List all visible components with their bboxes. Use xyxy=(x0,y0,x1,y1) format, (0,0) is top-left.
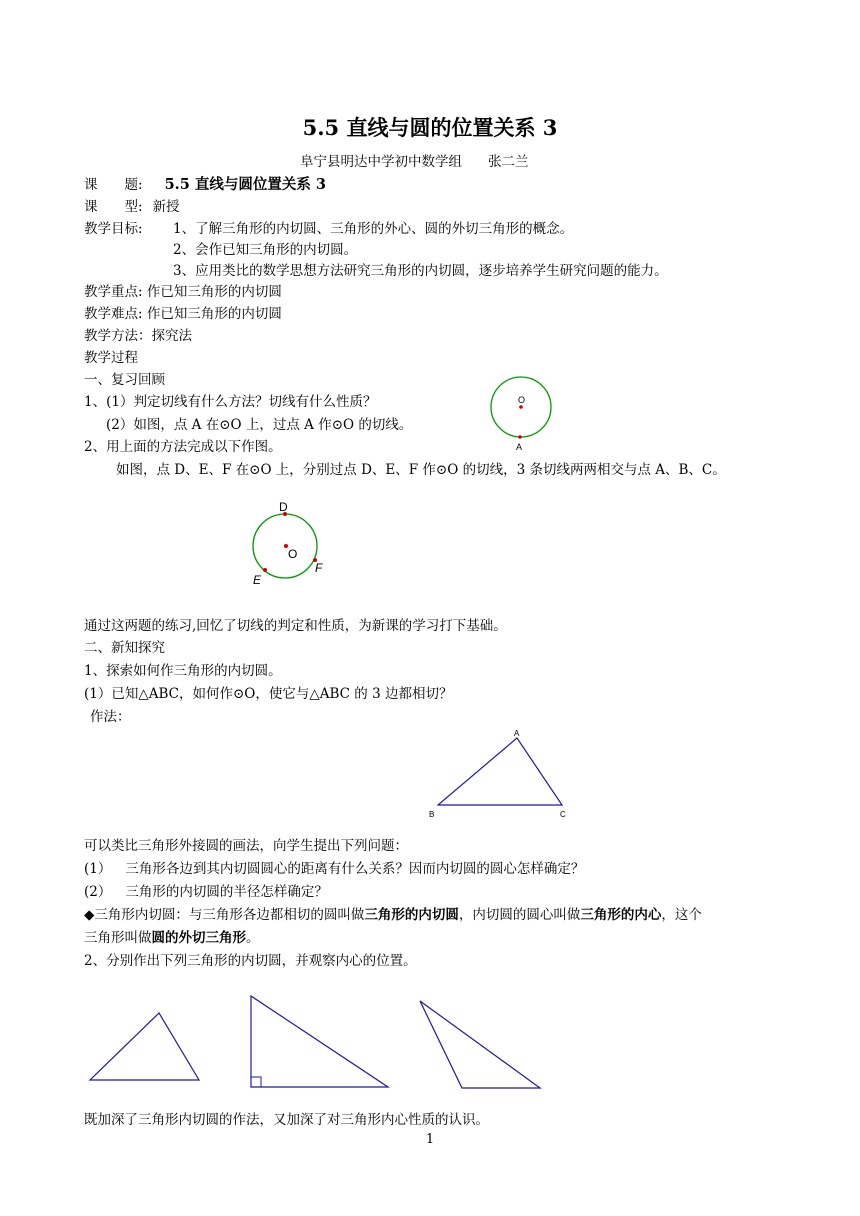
topic-value: 5.5 直线与圆位置关系 3 xyxy=(164,176,326,193)
section1-heading: 一、复习回顾 xyxy=(84,372,165,388)
triangle-obtuse xyxy=(420,1001,540,1088)
label-triangle-c: C xyxy=(560,810,566,819)
goals-label: 教学目标: xyxy=(84,221,143,237)
label-d: D xyxy=(279,500,288,514)
definition-term-incenter: 三角形的内心 xyxy=(580,907,662,923)
question-2-text: 三角形的内切圆的半径怎样确定？ xyxy=(125,884,328,900)
item-2: 2、分别作出下列三角形的内切圆，并观察内心的位置。 xyxy=(84,953,417,969)
section2-heading: 二、新知探究 xyxy=(84,640,165,656)
question-list-1 xyxy=(84,860,584,878)
topic-line xyxy=(84,176,326,194)
three-triangles-figure xyxy=(84,990,564,1095)
review-summary: 通过这两题的练习,回忆了切线的判定和性质，为新课的学习打下基础。 xyxy=(84,618,507,634)
teaching-focus: 教学重点: 作已知三角形的内切圆 xyxy=(84,284,282,300)
type-label: 课 型: xyxy=(84,199,143,215)
page-number: 1 xyxy=(425,1132,435,1147)
question-2: 2、用上面的方法完成以下作图。 xyxy=(84,439,282,455)
page-title: 5.5 直线与圆的位置关系 3 xyxy=(302,115,558,140)
item-1-question: (1）已知△ABC，如何作⊙O，使它与△ABC 的 3 边都相切？ xyxy=(84,686,453,702)
author-school: 阜宁县明达中学初中数学组 xyxy=(300,154,462,170)
definition-term-incircle: 三角形的内切圆 xyxy=(364,907,459,923)
label-o-2: O xyxy=(288,547,298,561)
goal-3: 3、应用类比的数学思想方法研究三角形的内切圆，逐步培养学生研究问题的能力。 xyxy=(173,263,668,279)
definition-term-circumscribed: 圆的外切三角形 xyxy=(151,930,246,946)
type-line xyxy=(84,198,180,216)
center-dot-o-1 xyxy=(519,405,523,409)
definition-text-5: 。 xyxy=(246,930,260,946)
label-o-1: O xyxy=(518,395,526,405)
teaching-method: 教学方法：探究法 xyxy=(84,328,192,344)
type-value: 新授 xyxy=(152,199,180,215)
circle-figure-1 xyxy=(486,375,556,455)
topic-label: 课 题: xyxy=(84,177,143,193)
question-2-number: (2） xyxy=(84,884,112,900)
label-triangle-b: B xyxy=(429,810,435,819)
triangle-abc xyxy=(438,738,562,805)
question-1b: (2）如图，点 A 在⊙O 上，过点 A 作⊙O 的切线。 xyxy=(106,417,413,433)
question-list-2 xyxy=(84,883,328,901)
definition-text-3: ，这个 xyxy=(661,907,702,923)
label-e: E xyxy=(253,573,262,587)
conclusion-text: 既加深了三角形内切圆的作法，又加深了对三角形内心性质的认识。 xyxy=(84,1112,489,1128)
definition-line-1 xyxy=(84,906,702,924)
definition-line-2 xyxy=(84,929,260,947)
triangle-abc-figure xyxy=(425,728,585,823)
goal-2: 2、会作已知三角形的内切圆。 xyxy=(173,242,358,258)
label-f: F xyxy=(315,561,323,575)
definition-text-1: ◆三角形内切圆：与三角形各边都相切的圆叫做 xyxy=(84,907,365,923)
question-2-detail: 如图，点 D、E、F 在⊙O 上，分别过点 D、E、F 作⊙O 的切线，3 条切线两两相交与点 A、B、C。 xyxy=(116,462,726,478)
goal-1: 1、了解三角形的内切圆、三角形的外心、圆的外切三角形的概念。 xyxy=(173,221,574,237)
question-1-text: 三角形各边到其内切圆圆心的距离有什么关系？因而内切圆的圆心怎样确定？ xyxy=(125,861,585,877)
analogy-text: 可以类比三角形外接圆的画法，向学生提出下列问题： xyxy=(84,838,408,854)
teaching-process: 教学过程 xyxy=(84,350,138,366)
item-1-method: 作法： xyxy=(90,709,131,725)
definition-text-4: 三角形叫做 xyxy=(84,930,152,946)
point-dot-a xyxy=(518,435,522,439)
label-triangle-a: A xyxy=(514,729,520,738)
label-a-1: A xyxy=(516,442,523,452)
author-line xyxy=(300,150,529,170)
triangle-right xyxy=(251,996,388,1087)
circle-figure-2 xyxy=(245,498,335,593)
point-dot-e xyxy=(263,568,267,572)
triangle-acute xyxy=(90,1013,199,1080)
author-name: 张二兰 xyxy=(488,154,529,170)
right-angle-mark xyxy=(251,1077,261,1087)
teaching-difficulty: 教学难点: 作已知三角形的内切圆 xyxy=(84,306,282,322)
item-1: 1、探索如何作三角形的内切圆。 xyxy=(84,663,282,679)
question-1a: 1、(1）判定切线有什么方法？切线有什么性质？ xyxy=(84,394,377,410)
question-1-number: (1） xyxy=(84,861,112,877)
definition-text-2: ，内切圆的圆心叫做 xyxy=(458,907,581,923)
